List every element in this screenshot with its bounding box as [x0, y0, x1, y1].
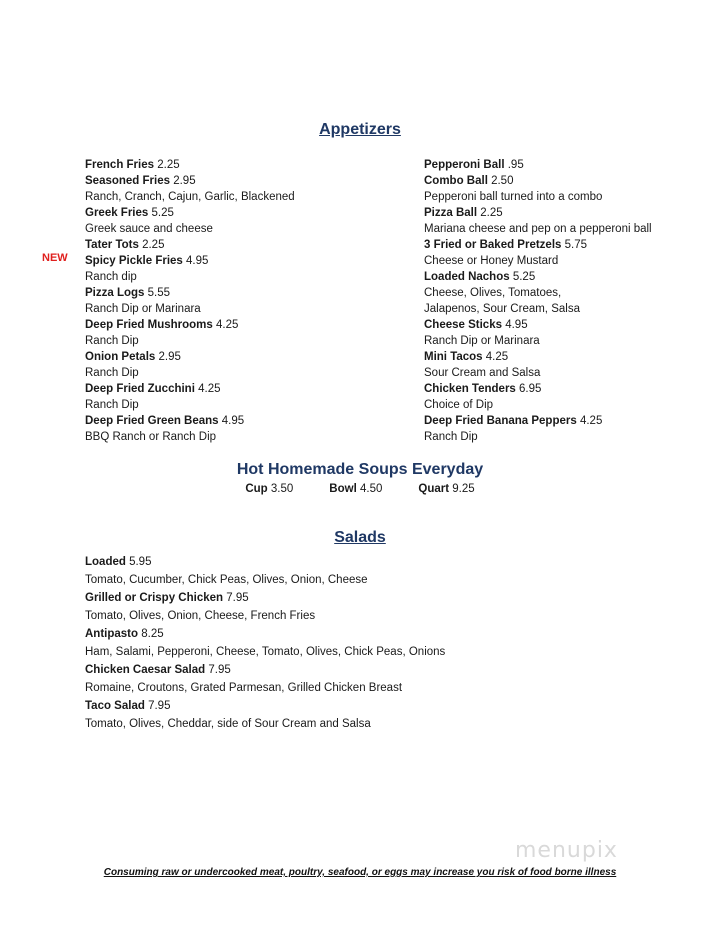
- menu-item-name: Pizza Logs: [85, 287, 145, 299]
- menu-item-description: Cheese or Honey Mustard: [424, 255, 559, 267]
- menu-item-name: Onion Petals: [85, 351, 156, 363]
- menu-item-name: Combo Ball: [424, 175, 488, 187]
- salad-item: [85, 697, 445, 715]
- menu-item-price: .95: [507, 159, 524, 171]
- menu-item-price: 5.25: [151, 207, 174, 219]
- menu-item: [424, 157, 652, 173]
- menu-item: [424, 413, 652, 429]
- menu-item-description: Ranch Dip or Marinara: [424, 335, 540, 347]
- menupix-watermark: menupix: [515, 838, 618, 863]
- menu-item-price: 5.25: [512, 271, 536, 283]
- menu-item-price: 4.95: [186, 255, 209, 267]
- menu-item-description: Ranch Dip: [85, 399, 139, 411]
- menu-item-description: Pepperoni ball turned into a combo: [424, 191, 603, 203]
- menu-item: [424, 173, 652, 189]
- salad-price: 7.95: [208, 664, 231, 676]
- menu-item-name: Deep Fried Zucchini: [85, 383, 195, 395]
- menu-item-price: 2.95: [173, 175, 196, 187]
- menu-item: [424, 237, 652, 253]
- salad-name: Antipasto: [85, 628, 139, 640]
- menu-item: [85, 317, 295, 333]
- salad-item: [85, 553, 445, 571]
- soup-size: [329, 483, 382, 495]
- menu-item: [85, 381, 295, 397]
- menu-item-price: 2.25: [142, 239, 165, 251]
- menu-item-name: Pizza Ball: [424, 207, 478, 219]
- salad-price: 7.95: [226, 592, 249, 604]
- menu-item-name: 3 Fried or Baked Pretzels: [424, 239, 562, 251]
- menu-item-name: Loaded Nachos: [424, 271, 510, 283]
- menu-item-name: French Fries: [85, 159, 155, 171]
- appetizers-left-column: [85, 157, 295, 445]
- soup-size-price: 9.25: [452, 483, 475, 495]
- menu-item-price: 4.95: [505, 319, 528, 331]
- salad-name: Taco Salad: [85, 700, 145, 712]
- menu-item-price: 2.50: [491, 175, 514, 187]
- new-badge: NEW: [42, 252, 68, 264]
- menu-item-price: 2.95: [158, 351, 181, 363]
- menu-item-price: 4.25: [216, 319, 239, 331]
- soup-size-name: Bowl: [329, 483, 357, 495]
- salad-item: [85, 625, 445, 643]
- menu-item: [424, 317, 652, 333]
- menu-item-description: Ranch Dip: [85, 335, 139, 347]
- appetizers-heading: Appetizers: [319, 121, 401, 138]
- menu-item-price: 2.25: [157, 159, 180, 171]
- menu-item-price: 6.95: [519, 383, 542, 395]
- menu-item: [85, 253, 295, 269]
- soup-size-price: 3.50: [270, 483, 294, 495]
- menu-item-description: Sour Cream and Salsa: [424, 367, 541, 379]
- menu-item-description: Mariana cheese and pep on a pepperoni ball: [424, 223, 652, 235]
- menu-item-price: 4.25: [198, 383, 221, 395]
- menu-item-price: 5.75: [564, 239, 588, 251]
- salad-description: Tomato, Cucumber, Chick Peas, Olives, Onion, Cheese: [85, 574, 368, 586]
- menu-item: [85, 157, 295, 173]
- soups-heading: Hot Homemade Soups Everyday: [236, 461, 484, 478]
- menu-item-description: Choice of Dip: [424, 399, 494, 411]
- menu-item: [424, 349, 652, 365]
- salad-name: Grilled or Crispy Chicken: [85, 592, 224, 604]
- salad-description: Ham, Salami, Pepperoni, Cheese, Tomato, Olives, Chick Peas, Onions: [85, 646, 446, 658]
- menu-item-description: Greek sauce and cheese: [85, 223, 213, 235]
- menu-item-price: 2.25: [480, 207, 503, 219]
- food-safety-disclaimer: Consuming raw or undercooked meat, poultry, seafood, or eggs may increase you risk of food borne illness: [103, 867, 617, 878]
- menu-item-name: Deep Fried Green Beans: [85, 415, 219, 427]
- menu-item: [85, 173, 295, 189]
- menu-item-name: Tater Tots: [85, 239, 139, 251]
- soup-size: [245, 483, 293, 495]
- menu-item-description: BBQ Ranch or Ranch Dip: [85, 431, 217, 443]
- menu-item-description: Ranch Dip: [424, 431, 478, 443]
- menu-item-name: Cheese Sticks: [424, 319, 502, 331]
- menu-item-description: Cheese, Olives, Tomatoes,: [424, 287, 562, 299]
- salad-price: 5.95: [129, 556, 152, 568]
- menu-item-name: Seasoned Fries: [85, 175, 171, 187]
- soup-size-name: Quart: [418, 483, 450, 495]
- salad-name: Loaded: [85, 556, 126, 568]
- soup-size-name: Cup: [245, 483, 268, 495]
- menu-item-name: Spicy Pickle Fries: [85, 255, 183, 267]
- menu-item: [85, 285, 295, 301]
- menu-item-name: Deep Fried Banana Peppers: [424, 415, 577, 427]
- menu-item-price: 4.25: [579, 415, 603, 427]
- menu-item-price: 4.25: [485, 351, 509, 363]
- salad-description: Romaine, Croutons, Grated Parmesan, Grilled Chicken Breast: [85, 682, 403, 694]
- menu-item-name: Pepperoni Ball: [424, 159, 505, 171]
- soup-size-price: 4.50: [359, 483, 383, 495]
- menu-item: [85, 349, 295, 365]
- menu-item: [85, 237, 295, 253]
- menu-item-price: 4.95: [221, 415, 245, 427]
- menu-item: [85, 205, 295, 221]
- salad-item: [85, 661, 445, 679]
- menu-item: [424, 205, 652, 221]
- menu-item-price: 5.55: [147, 287, 171, 299]
- soup-size: [418, 483, 474, 495]
- menu-item-name: Chicken Tenders: [424, 383, 516, 395]
- menu-item-description: Jalapenos, Sour Cream, Salsa: [424, 303, 580, 315]
- appetizers-right-column: [424, 157, 652, 445]
- soup-sizes: [0, 483, 720, 495]
- menu-item-description: Ranch Dip: [85, 367, 139, 379]
- menu-item: [424, 269, 652, 285]
- salad-description: Tomato, Olives, Onion, Cheese, French Fries: [85, 610, 316, 622]
- menu-item: [424, 381, 652, 397]
- menu-item-name: Mini Tacos: [424, 351, 483, 363]
- menu-item-description: Ranch dip: [85, 271, 137, 283]
- menu-item-name: Greek Fries: [85, 207, 149, 219]
- salad-price: 7.95: [148, 700, 171, 712]
- salads-list: [85, 553, 445, 733]
- salad-item: [85, 589, 445, 607]
- menu-item-name: Deep Fried Mushrooms: [85, 319, 213, 331]
- salad-name: Chicken Caesar Salad: [85, 664, 206, 676]
- menu-item: [85, 413, 295, 429]
- salad-description: Tomato, Olives, Cheddar, side of Sour Cream and Salsa: [85, 718, 371, 730]
- menu-item-description: Ranch, Cranch, Cajun, Garlic, Blackened: [85, 191, 295, 203]
- menu-item-description: Ranch Dip or Marinara: [85, 303, 201, 315]
- salad-price: 8.25: [141, 628, 164, 640]
- salads-heading: Salads: [334, 529, 386, 546]
